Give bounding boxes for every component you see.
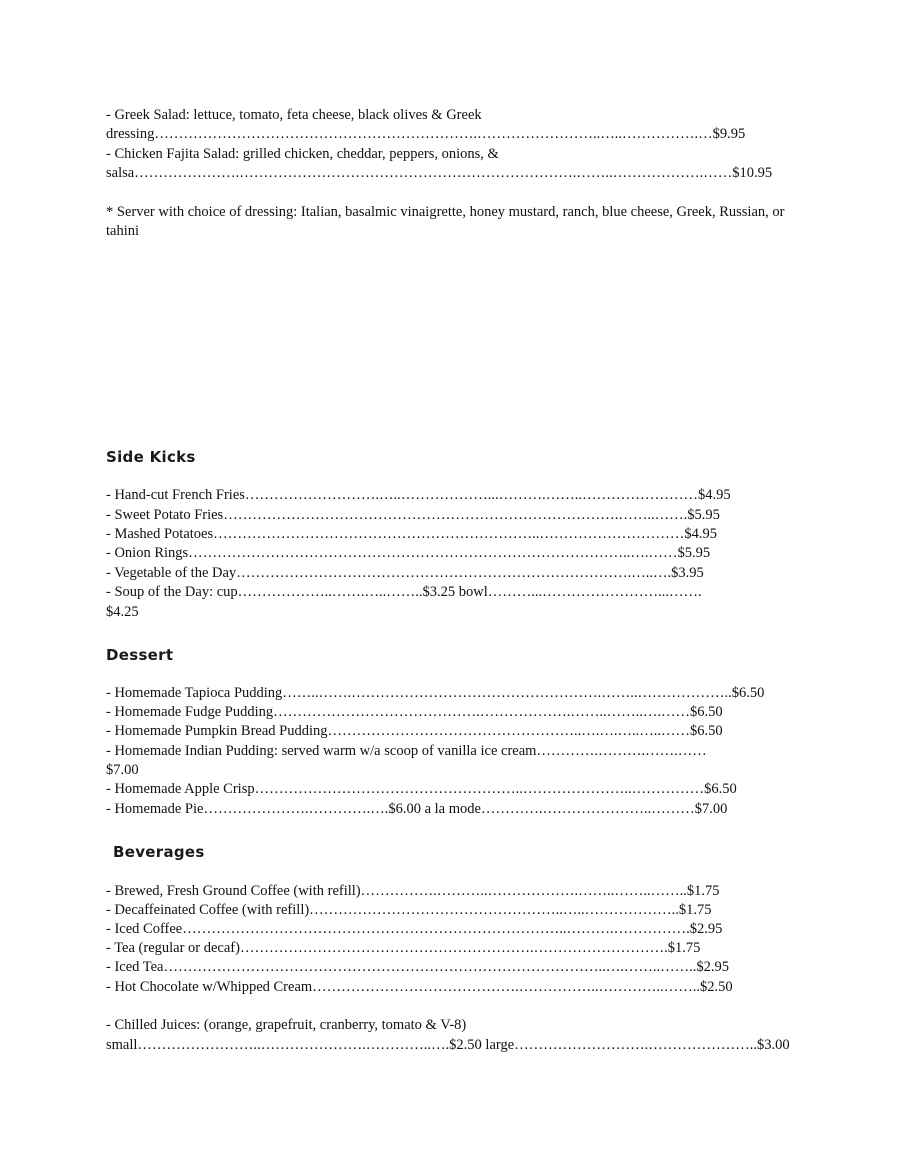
bev-juices-line-2: small……………………..………………….…………..….$2.50 large……………………….…………………..$3.00 (106, 1037, 790, 1053)
dessert-heading: Dessert (106, 646, 174, 664)
side-mashed-potatoes: - Mashed Potatoes…………………………………………………………..…………………………$4.95 (106, 526, 717, 542)
bev-decaf-coffee: - Decaffeinated Coffee (with refill)……………………………………………..…..………………..$1.75 (106, 902, 712, 918)
salad-fajita-line-2: salsa………………….…………………………………………………………….……..……………….……$10.95 (106, 165, 773, 181)
side-kicks-heading: Side Kicks (106, 448, 196, 466)
dessert-pumpkin: - Homemade Pumpkin Bread Pudding……………………………………………..….….…..…..……$6.50 (106, 723, 723, 739)
dessert-indian-price: $7.00 (106, 762, 139, 778)
bev-hot-chocolate: - Hot Chocolate w/Whipped Cream…………………………………….……………..…………..……..$2.50 (106, 979, 733, 995)
bev-iced-coffee: - Iced Coffee……………………………………………………………………..……….…………….$2.95 (106, 921, 723, 937)
side-sweet-potato-fries: - Sweet Potato Fries……………………………………………………………………….……..…….$5.95 (106, 507, 720, 523)
salad-greek-line-1: - Greek Salad: lettuce, tomato, feta cheese, black olives & Greek (106, 107, 482, 123)
beverages-heading: Beverages (113, 843, 205, 861)
dessert-pie: - Homemade Pie………………….………….….$6.00 a la mode………….…………………..………$7.00 (106, 801, 728, 817)
side-onion-rings: - Onion Rings………………………………………………………………………………..….……$5.95 (106, 545, 711, 561)
dessert-apple-crisp: - Homemade Apple Crisp………………………………………………..…………………..……………$6.50 (106, 781, 737, 797)
dessert-indian: - Homemade Indian Pudding: served warm w/a scoop of vanilla ice cream………….……….…….…… (106, 743, 707, 759)
salad-greek-line-2: dressing………………………………………………………….……………………..…..…………….…$9.95 (106, 126, 746, 142)
side-vegetable: - Vegetable of the Day……………………………………………………………………….…..….$3.95 (106, 565, 704, 581)
bev-brewed-coffee: - Brewed, Fresh Ground Coffee (with refill)…………….………..……………….……..……..……..$1.75 (106, 883, 720, 899)
side-french-fries: - Hand-cut French Fries……………………….…..………………...……….……..……………………$4.95 (106, 487, 731, 503)
salad-fajita-line-1: - Chicken Fajita Salad: grilled chicken, cheddar, peppers, onions, & (106, 146, 499, 162)
side-soup-price: $4.25 (106, 604, 139, 620)
bev-iced-tea: - Iced Tea………………………………………………………………………………..….……..……..$2.95 (106, 959, 729, 975)
dessert-fudge: - Homemade Fudge Pudding…………………………………….……………….……..……..….……$6.50 (106, 704, 723, 720)
dressing-note: * Server with choice of dressing: Italian, basalmic vinaigrette, honey mustard, ranch, blue cheese, Greek, Russian, or tahini (106, 204, 785, 239)
dessert-tapioca: - Homemade Tapioca Pudding……..…….…………………………………………….……..………………..$6.50 (106, 685, 765, 701)
side-soup: - Soup of the Day: cup………………..…….…..……..$3.25 bowl………...……………………...……. (106, 584, 702, 600)
bev-tea: - Tea (regular or decaf)…………………………………………………….……………………….$1.75 (106, 940, 701, 956)
bev-juices-line-1: - Chilled Juices: (orange, grapefruit, cranberry, tomato & V-8) (106, 1017, 467, 1033)
